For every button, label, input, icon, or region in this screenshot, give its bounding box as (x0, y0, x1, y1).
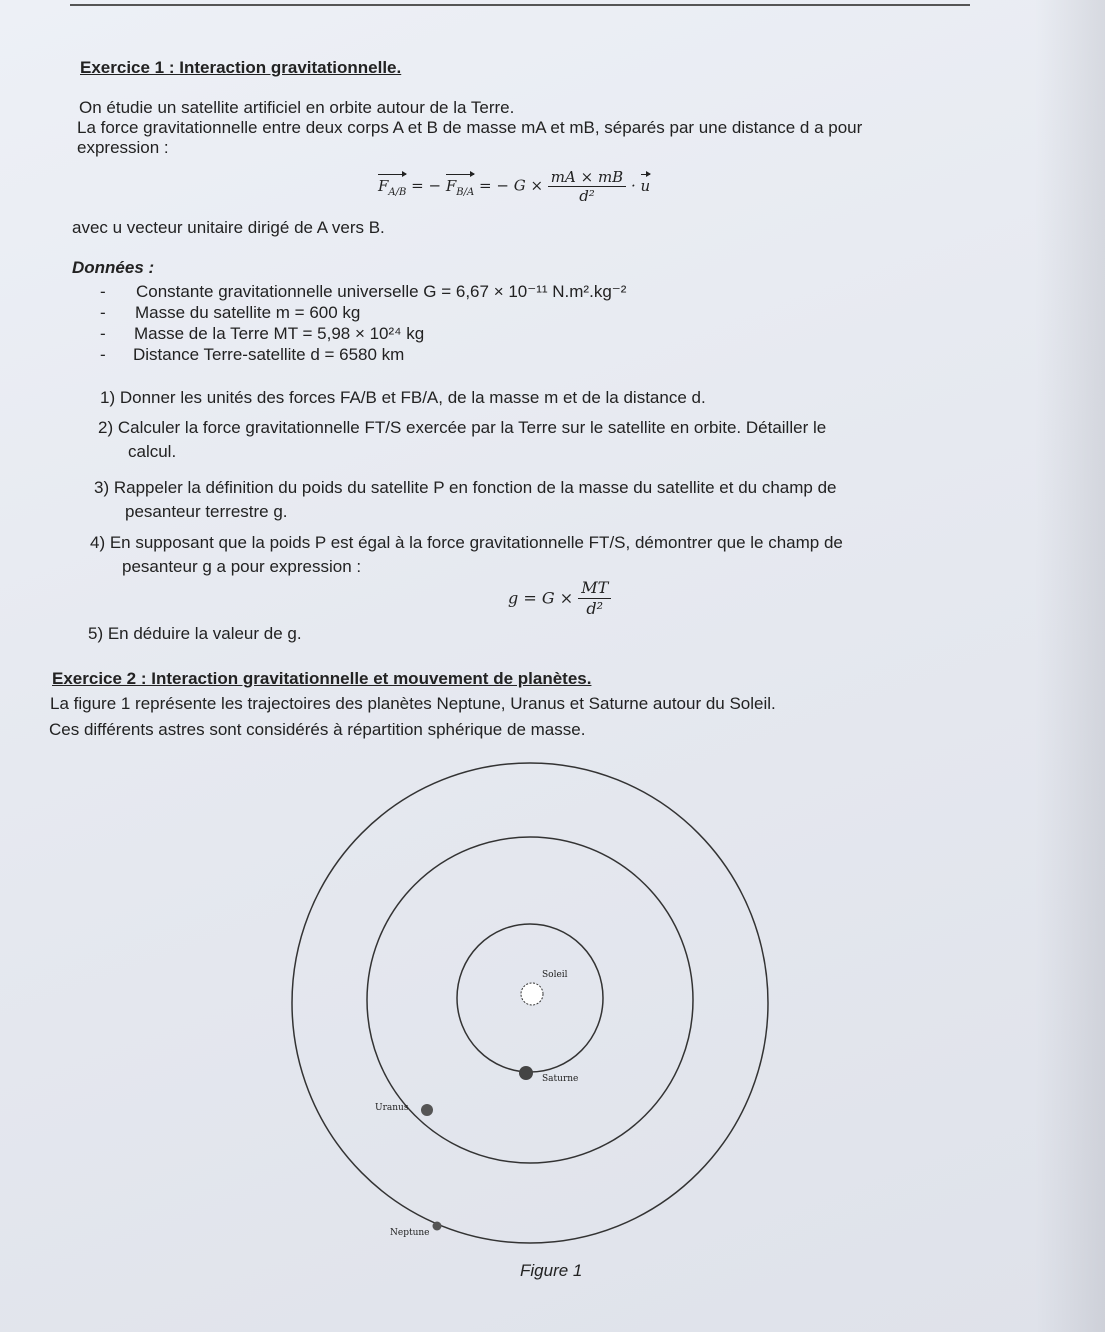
g-formula: g = G × $\frac{MT}{\text{d²}}$ (508, 578, 611, 619)
soleil-body (521, 983, 543, 1005)
donnee-bullet: - (100, 303, 106, 322)
donnee-bullet: - (100, 324, 106, 343)
neptune-body (433, 1222, 442, 1231)
g-denominator: d² (586, 599, 604, 618)
ex1-avec-line: avec u vecteur unitaire dirigé de A vers B. (72, 218, 385, 237)
donnee-item: Masse de la Terre MT = 5,98 × 10²⁴ kg (134, 324, 425, 343)
question-5: 5) En déduire la valeur de g. (88, 624, 302, 643)
label-saturne: Saturne (542, 1074, 579, 1084)
formula-g: G × (513, 176, 544, 195)
donnee-bullet: - (100, 345, 106, 364)
g-numerator: MT (578, 578, 611, 599)
question-3: 3) Rappeler la définition du poids du satellite P en fonction de la masse du satellite et du champ de (94, 478, 837, 497)
question-4-cont: pesanteur g a pour expression : (122, 557, 362, 576)
donnees-title: Données : (72, 258, 155, 277)
figure-caption: Figure 1 (520, 1261, 583, 1280)
ex1-intro-line-3: expression : (77, 138, 169, 157)
exercise-2-title: Exercice 2 : Interaction gravitationnelle et mouvement de planètes. (52, 669, 592, 688)
unit-vector-u: u (640, 176, 651, 195)
question-3-cont: pesanteur terrestre g. (125, 502, 288, 521)
donnee-bullet: - (100, 282, 106, 301)
ex1-intro-line-2: La force gravitationnelle entre deux corps A et B de masse mA et mB, séparés par une distance d a pour (77, 118, 863, 137)
exercise-1-title: Exercice 1 : Interaction gravitationnelle. (80, 58, 402, 77)
question-2-cont: calcul. (128, 442, 177, 461)
force-formula: $F_{A/B}$ = − $F_{B/A}$ = − G × $\frac{mA \times mB}{\text{d²}}$ · u (378, 168, 651, 205)
formula-numerator: mA × mB (548, 168, 626, 187)
ex2-line-1: La figure 1 représente les trajectoires des planètes Neptune, Uranus et Saturne autour du Soleil. (50, 694, 776, 713)
orbit-figure (290, 755, 780, 1255)
top-rule (70, 4, 970, 6)
formula-fraction (548, 168, 626, 205)
g-fraction (578, 578, 611, 619)
donnee-item: Distance Terre-satellite d = 6580 km (133, 345, 405, 364)
donnee-item: Constante gravitationnelle universelle G = 6,67 × 10⁻¹¹ N.m².kg⁻² (136, 282, 627, 301)
page-shadow (1035, 0, 1105, 1332)
question-2: 2) Calculer la force gravitationnelle FT/S exercée par la Terre sur le satellite en orbite. Détailler le (98, 418, 827, 437)
force-ab-vector: $F_{A/B}$ (378, 177, 406, 202)
label-neptune: Neptune (390, 1228, 430, 1238)
force-ba-vector: $F_{B/A}$ (446, 177, 474, 202)
ex2-line-2: Ces différents astres sont considérés à répartition sphérique de masse. (49, 720, 586, 739)
formula-denominator: d² (579, 187, 595, 205)
question-4: 4) En supposant que la poids P est égal à la force gravitationnelle FT/S, démontrer que le champ de (90, 533, 843, 552)
saturne-body (519, 1066, 533, 1080)
donnee-item: Masse du satellite m = 600 kg (135, 303, 361, 322)
question-1: 1) Donner les unités des forces FA/B et FB/A, de la masse m et de la distance d. (100, 388, 706, 407)
uranus-body (421, 1104, 433, 1116)
ex1-intro-line-1: On étudie un satellite artificiel en orbite autour de la Terre. (79, 98, 515, 117)
label-uranus: Uranus (375, 1103, 409, 1113)
label-soleil: Soleil (542, 970, 568, 980)
